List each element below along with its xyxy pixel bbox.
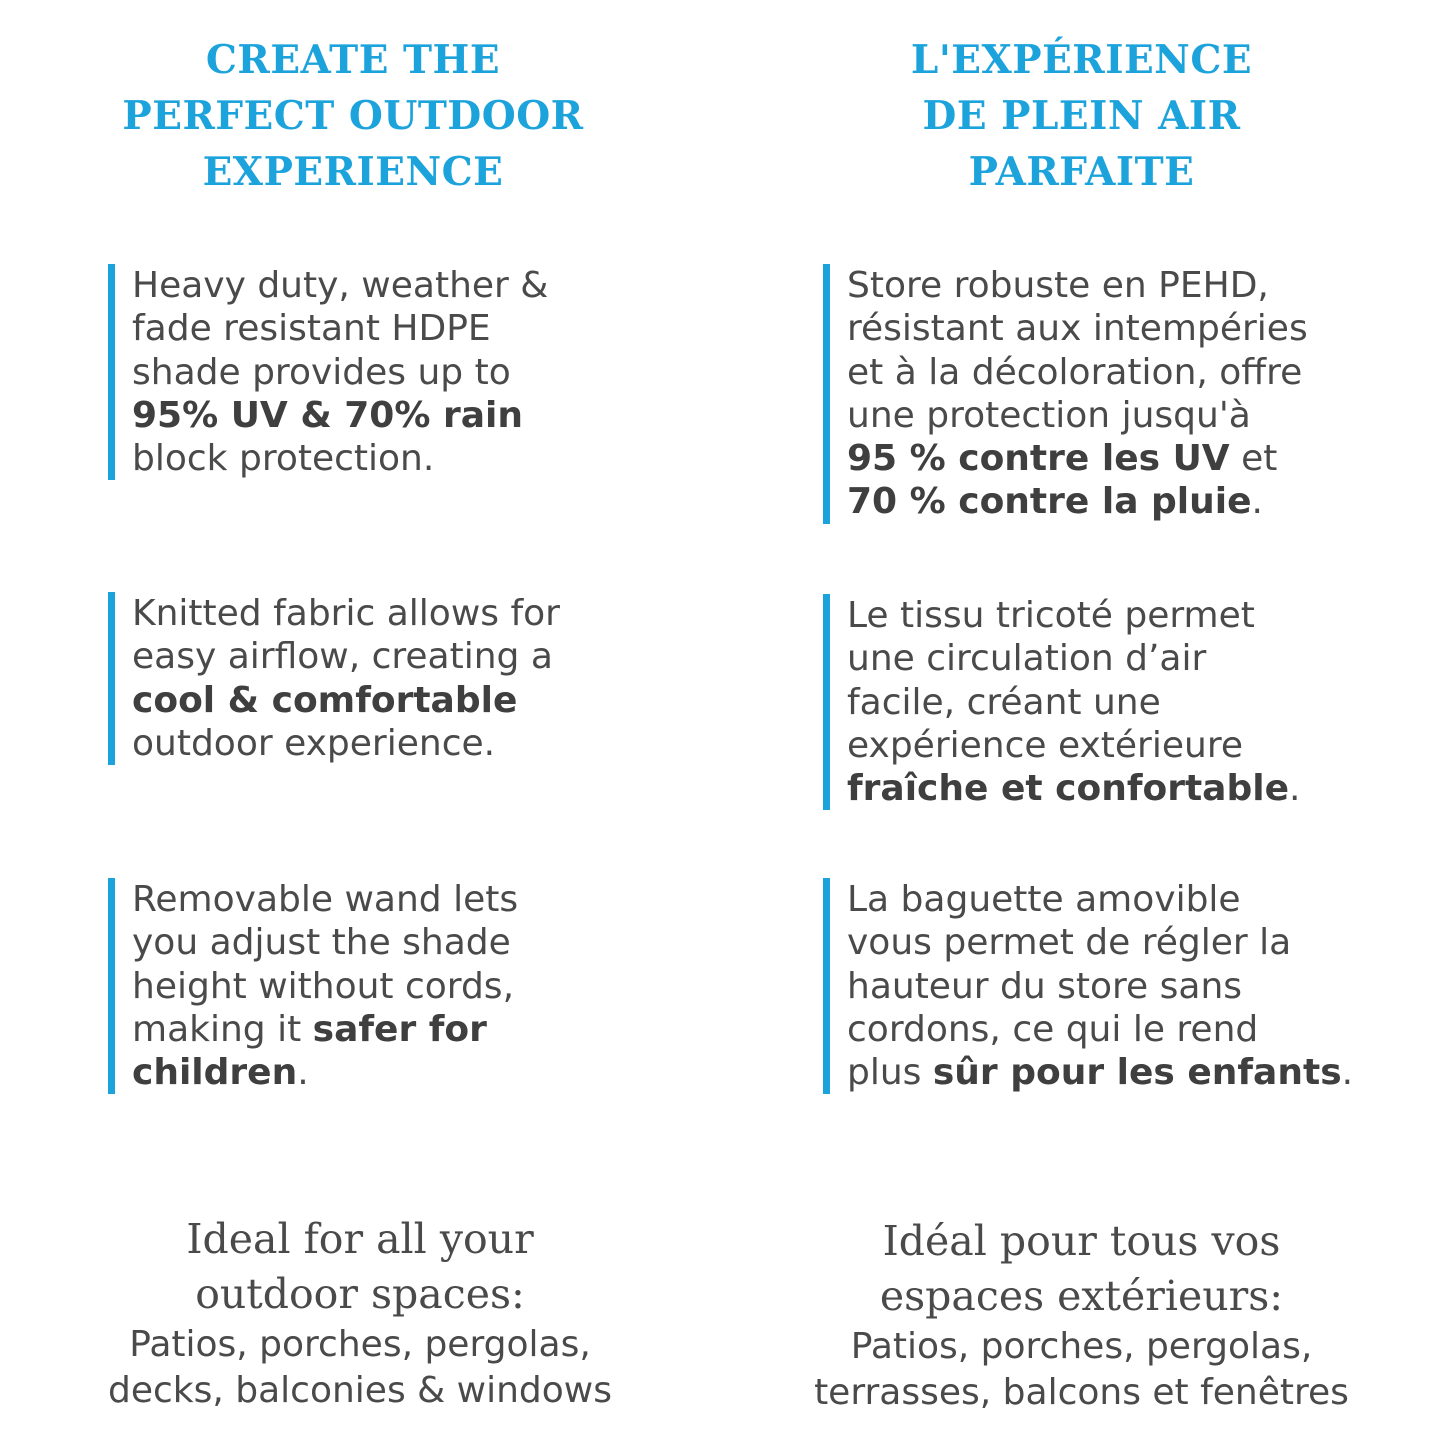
feature-line (847, 878, 1353, 921)
text-normal: shade provides up to (132, 351, 511, 393)
text-normal: outdoor experience. (132, 722, 496, 764)
ideal-list-line: terrasses, balcons et fenêtres (814, 1372, 1349, 1413)
feature-line (847, 351, 1308, 394)
text-normal: making it (132, 1008, 313, 1050)
ideal-list-line: Patios, porches, pergolas, (850, 1326, 1313, 1367)
feature-line (132, 592, 560, 635)
ideal-title (720, 1214, 1443, 1324)
english-column (0, 0, 722, 1445)
feature-line (847, 1008, 1353, 1051)
feature-uv-protection-fr (823, 264, 1308, 524)
feature-line (132, 965, 518, 1008)
text-normal: you adjust the shade (132, 922, 511, 964)
feature-line (847, 965, 1353, 1008)
feature-line (132, 1008, 518, 1051)
text-normal: plus (847, 1052, 933, 1094)
feature-line (847, 437, 1308, 480)
ideal-title-line: Ideal for all your (186, 1215, 534, 1263)
feature-line (132, 921, 518, 964)
text-normal: . (1251, 481, 1263, 523)
text-bold: sûr pour les enfants (932, 1052, 1342, 1094)
heading-line: DE PLEIN AIR (922, 93, 1241, 139)
text-bold: safer for (312, 1008, 487, 1050)
feature-line (132, 878, 518, 921)
french-column (722, 0, 1445, 1445)
feature-line (132, 264, 548, 307)
ideal-spaces-en (0, 1212, 721, 1414)
ideal-list-line: Patios, porches, pergolas, (129, 1324, 591, 1365)
text-bold: 70 % contre la pluie (847, 481, 1252, 523)
feature-airflow-fr (823, 594, 1300, 810)
text-bold: children (132, 1052, 298, 1094)
text-normal: facile, créant une (847, 681, 1161, 723)
ideal-spaces-fr (720, 1214, 1443, 1416)
feature-cordless-wand (108, 878, 518, 1094)
ideal-title (0, 1212, 721, 1322)
text-normal: . (1289, 768, 1301, 810)
ideal-title-line: Idéal pour tous vos (882, 1217, 1281, 1265)
text-normal: easy airflow, creating a (132, 636, 553, 678)
feature-line (132, 351, 548, 394)
heading-line: EXPERIENCE (202, 149, 504, 195)
ideal-list (720, 1324, 1443, 1416)
feature-line (132, 394, 548, 437)
feature-cordless-wand-fr (823, 878, 1353, 1094)
text-bold: fraîche et confortable (847, 768, 1290, 810)
heading-line: PARFAITE (968, 149, 1195, 195)
feature-line (847, 480, 1308, 523)
text-normal: une circulation d’air (847, 638, 1207, 680)
feature-line (132, 722, 560, 765)
feature-line (847, 394, 1308, 437)
feature-line (847, 264, 1308, 307)
text-normal: Le tissu tricoté permet (847, 595, 1255, 636)
ideal-list (0, 1322, 721, 1414)
text-normal: vous permet de régler la (847, 922, 1292, 964)
heading-line: L'EXPÉRIENCE (910, 37, 1253, 83)
ideal-list-line: decks, balconies & windows (107, 1370, 613, 1411)
feature-line (847, 921, 1353, 964)
feature-line (847, 1051, 1353, 1094)
feature-uv-protection (108, 264, 548, 480)
text-bold: 95% UV & 70% rain (132, 394, 523, 436)
text-normal: résistant aux intempéries (847, 308, 1308, 350)
feature-line (847, 767, 1300, 810)
text-bold: 95 % contre les UV (847, 438, 1230, 480)
feature-line (847, 637, 1300, 680)
feature-line (132, 437, 548, 480)
text-normal: Heavy duty, weather & (132, 265, 549, 306)
text-normal: cordons, ce qui le rend (847, 1008, 1259, 1050)
heading-line: CREATE THE (205, 37, 501, 83)
feature-airflow (108, 592, 560, 765)
text-normal: Knitted fabric allows for (132, 593, 560, 634)
text-normal: La baguette amovible (847, 879, 1241, 920)
feature-line (847, 681, 1300, 724)
text-normal: . (297, 1052, 309, 1094)
text-normal: . (1341, 1052, 1354, 1094)
text-normal: fade resistant HDPE (132, 308, 491, 350)
heading-line: PERFECT OUTDOOR (122, 93, 584, 139)
text-normal: Store robuste en PEHD, (847, 265, 1269, 306)
ideal-title-line: outdoor spaces: (195, 1270, 525, 1318)
text-normal: height without cords, (132, 965, 515, 1007)
text-normal: et à la décoloration, offre (847, 351, 1303, 393)
text-normal: block protection. (132, 438, 435, 480)
feature-line (132, 307, 548, 350)
text-normal: une protection jusqu'à (847, 394, 1251, 436)
english-heading (0, 32, 714, 200)
feature-line (132, 679, 560, 722)
text-normal: et (1229, 438, 1278, 480)
text-bold: cool & comfortable (132, 679, 518, 721)
text-normal: hauteur du store sans (847, 965, 1243, 1007)
feature-line (847, 594, 1300, 637)
feature-line (132, 635, 560, 678)
feature-line (847, 307, 1308, 350)
feature-line (132, 1051, 518, 1094)
text-normal: expérience extérieure (847, 724, 1243, 766)
feature-line (847, 724, 1300, 767)
text-normal: Removable wand lets (132, 879, 519, 920)
french-heading (720, 32, 1443, 200)
ideal-title-line: espaces extérieurs: (879, 1272, 1284, 1320)
